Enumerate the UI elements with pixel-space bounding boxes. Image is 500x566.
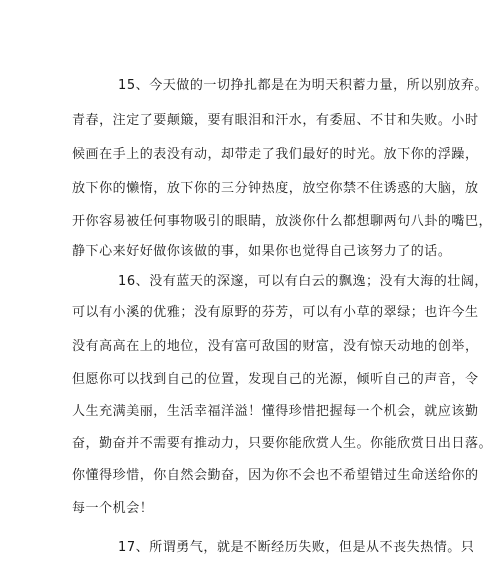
text-line: 17、所谓勇气，就是不断经历失败，但是从不丧失热情。只 — [118, 540, 475, 555]
text-line: 人生充满美丽，生活幸福洋溢！懂得珍惜把握每一个机会，就应该勤 — [72, 404, 479, 419]
text-line: 15、今天做的一切挣扎都是在为明天积蓄力量，所以别放弃。 — [118, 78, 488, 93]
text-line: 每一个机会！ — [72, 501, 154, 516]
text-line: 开你容易被任何事物吸引的眼睛，放淡你什么都想聊两句八卦的嘴巴， — [72, 214, 493, 229]
text-line: 没有高高在上的地位，没有富可敌国的财富，没有惊天动地的创举， — [72, 339, 479, 354]
text-line: 可以有小溪的优雅；没有原野的芬芳，可以有小草的翠绿；也许今生 — [72, 305, 479, 320]
text-line: 16、没有蓝天的深邃，可以有白云的飘逸；没有大海的壮阔， — [118, 274, 488, 289]
text-line: 奋，勤奋并不需要有推动力，只要你能欣赏人生。你能欣赏日出日落。 — [72, 436, 493, 451]
text-line: 青春，注定了要颠簸，要有眼泪和汗水，有委屈、不甘和失败。小时 — [72, 113, 479, 128]
text-line: 放下你的懒惰，放下你的三分钟热度，放空你禁不住诱惑的大脑，放 — [72, 181, 479, 196]
text-line: 候画在手上的表没有动，却带走了我们最好的时光。放下你的浮躁， — [72, 147, 479, 162]
text-line: 你懂得珍惜，你自然会勤奋，因为你不会也不希望错过生命送给你的 — [72, 468, 479, 483]
text-line: 但愿你可以找到自己的位置，发现自己的光源，倾听自己的声音，令 — [72, 372, 479, 387]
text-line: 静下心来好好做你该做的事，如果你也觉得自己该努力了的话。 — [72, 244, 452, 259]
